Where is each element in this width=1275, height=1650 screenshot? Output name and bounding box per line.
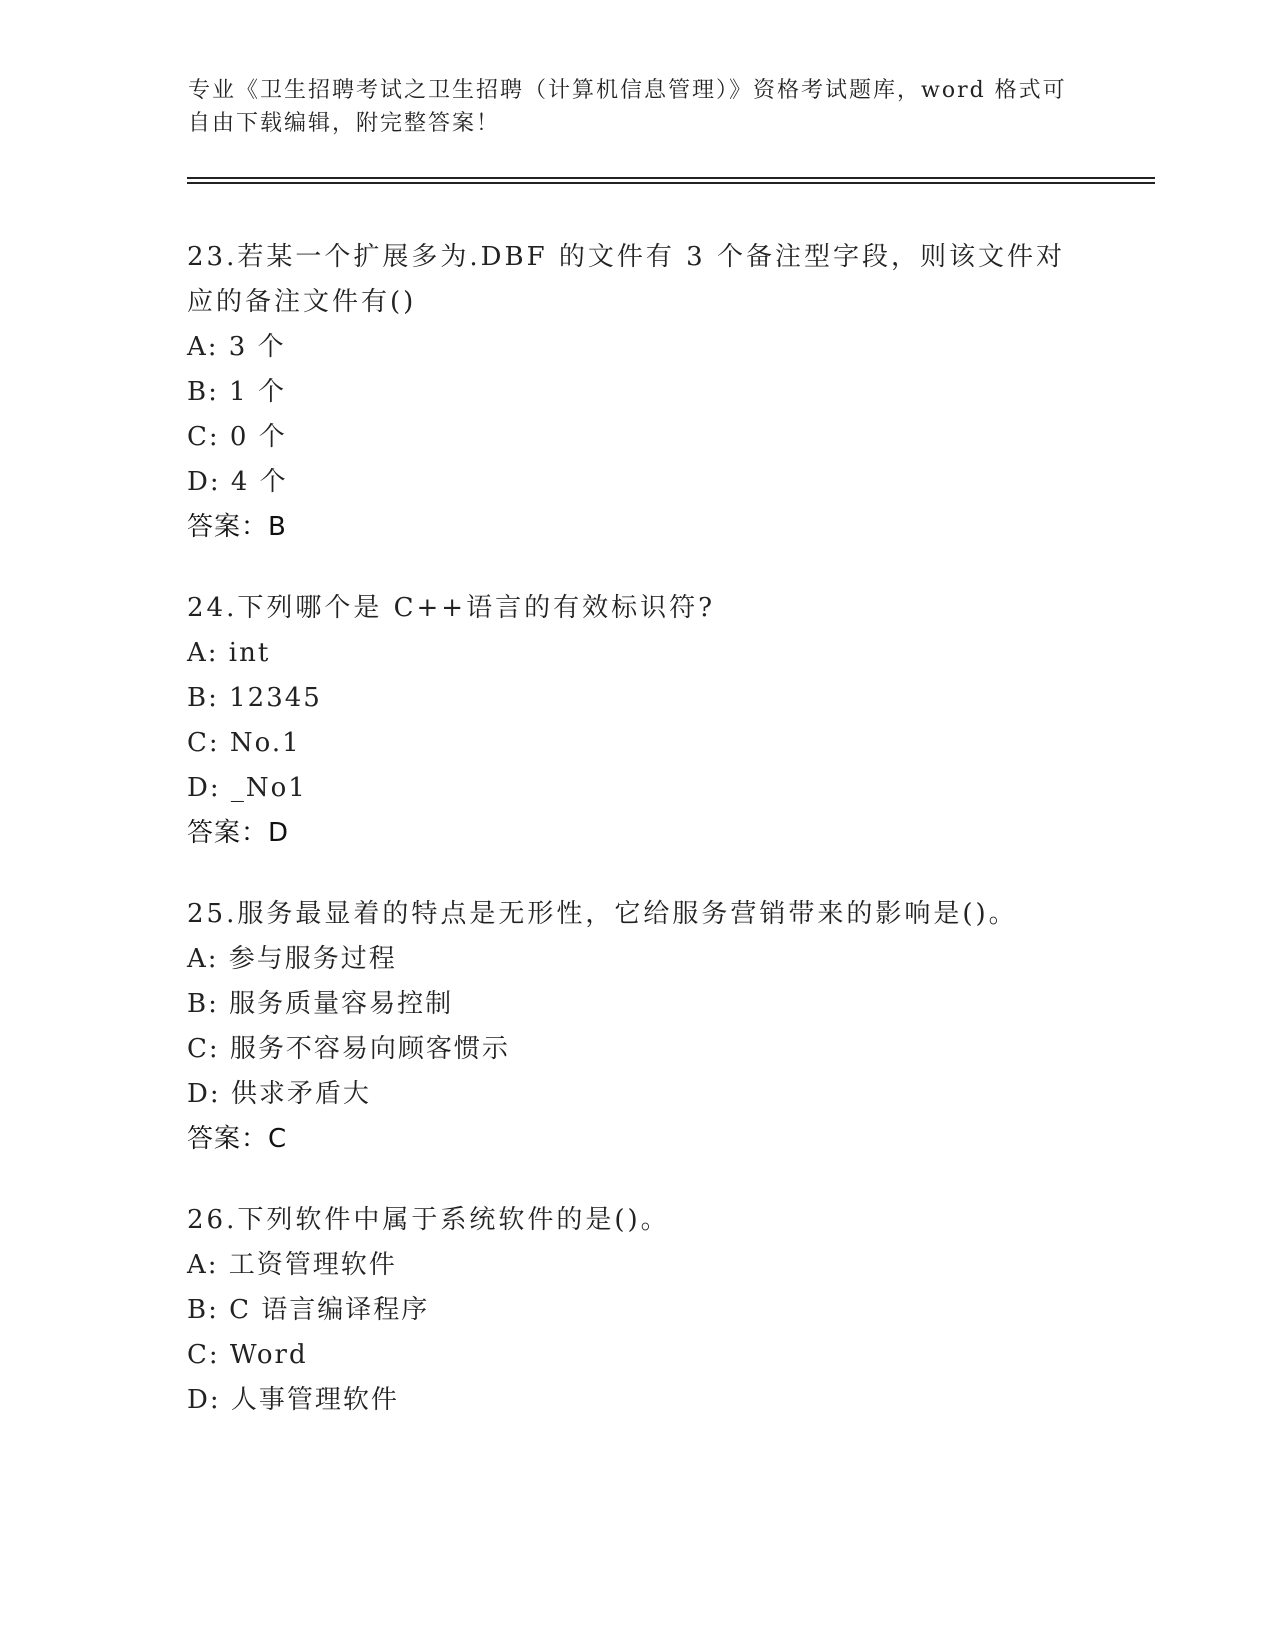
option-b: B: 12345 bbox=[187, 683, 322, 713]
question-text: 23.若某一个扩展多为.DBF 的文件有 3 个备注型字段，则该文件对应的备注文件有() bbox=[187, 242, 1065, 317]
option-c: C: 0 个 bbox=[187, 422, 287, 452]
option-a: A: 参与服务过程 bbox=[187, 944, 397, 974]
question-26 bbox=[187, 1198, 1087, 1423]
question-list bbox=[187, 235, 1087, 1459]
option-a: A: int bbox=[187, 638, 271, 668]
question-23 bbox=[187, 235, 1087, 550]
option-b: B: C 语言编译程序 bbox=[187, 1295, 430, 1325]
option-c: C: Word bbox=[187, 1340, 308, 1370]
option-d: D: 人事管理软件 bbox=[187, 1385, 399, 1415]
option-a: A: 3 个 bbox=[187, 332, 286, 362]
option-c: C: 服务不容易向顾客惯示 bbox=[187, 1034, 510, 1064]
header-intro: 专业《卫生招聘考试之卫生招聘（计算机信息管理）》资格考试题库，word 格式可自由下载编辑，附完整答案！ bbox=[188, 78, 1067, 136]
answer-label: 答案：C bbox=[187, 1124, 288, 1154]
header-divider-bottom bbox=[187, 182, 1155, 184]
option-c: C: No.1 bbox=[187, 728, 301, 758]
option-b: B: 1 个 bbox=[187, 377, 286, 407]
question-text: 26.下列软件中属于系统软件的是()。 bbox=[187, 1205, 670, 1235]
option-d: D: 4 个 bbox=[187, 467, 288, 497]
question-text: 25.服务最显着的特点是无形性，它给服务营销带来的影响是()。 bbox=[187, 899, 1018, 929]
option-a: A: 工资管理软件 bbox=[187, 1250, 397, 1280]
header-divider-top bbox=[187, 177, 1155, 179]
question-25 bbox=[187, 892, 1087, 1162]
answer-label: 答案：B bbox=[187, 512, 287, 542]
option-d: D: _No1 bbox=[187, 773, 307, 803]
answer-label: 答案：D bbox=[187, 818, 290, 848]
option-d: D: 供求矛盾大 bbox=[187, 1079, 371, 1109]
question-24 bbox=[187, 586, 1087, 856]
option-b: B: 服务质量容易控制 bbox=[187, 989, 454, 1019]
question-text: 24.下列哪个是 C++语言的有效标识符? bbox=[187, 593, 716, 623]
